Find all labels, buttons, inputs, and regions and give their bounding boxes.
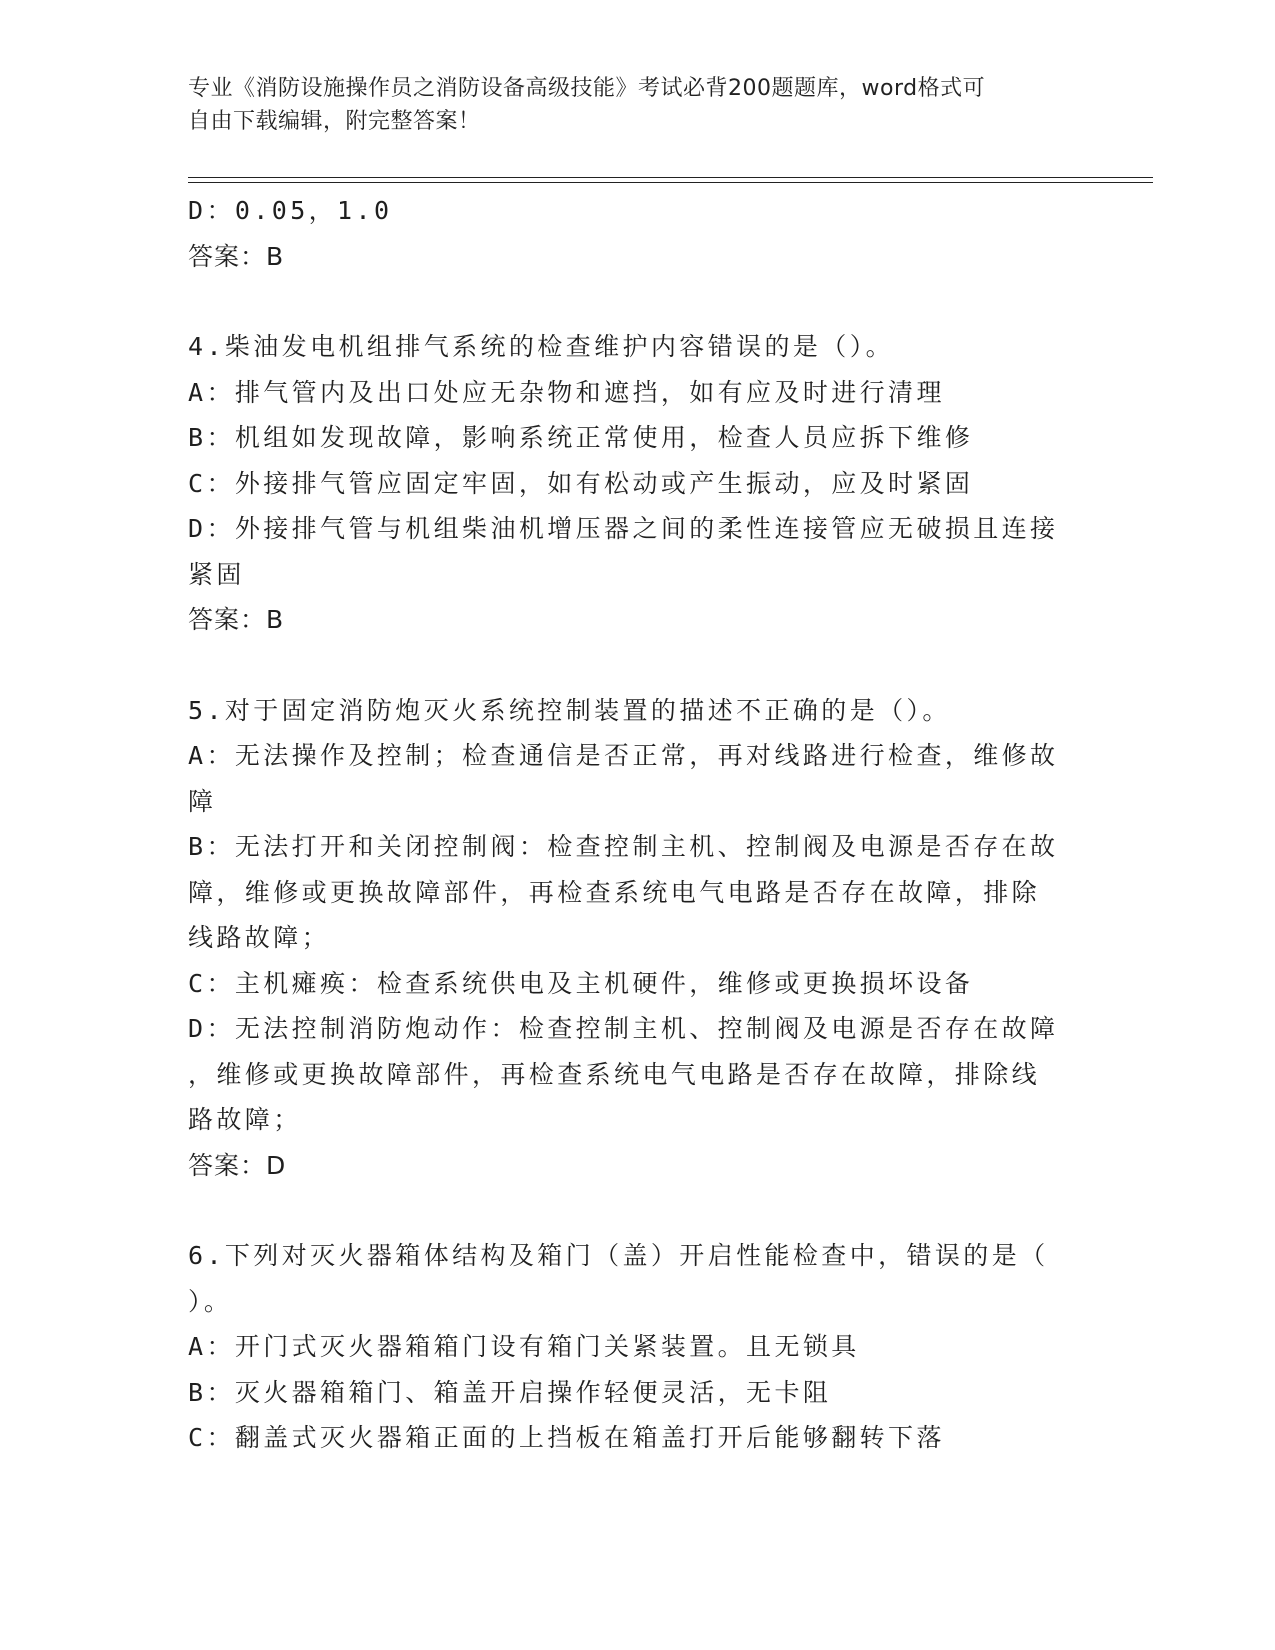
- q5-option-b-line-1: B：无法打开和关闭控制阀：检查控制主机、控制阀及电源是否存在故: [188, 832, 1059, 861]
- q4-option-d-line-1: D：外接排气管与机组柴油机增压器之间的柔性连接管应无破损且连接: [188, 514, 1059, 543]
- q4-option-a: A：排气管内及出口处应无杂物和遮挡，如有应及时进行清理: [188, 377, 945, 407]
- header-divider-top: [188, 177, 1153, 178]
- spacer: [188, 1188, 1088, 1233]
- q3-answer: 答案：B: [188, 241, 285, 271]
- spacer: [188, 643, 1088, 688]
- header-title-line-1: 专业《消防设施操作员之消防设备高级技能》考试必背200题题库，word格式可: [188, 76, 986, 101]
- header-divider-bottom: [188, 182, 1153, 183]
- spacer: [188, 279, 1088, 324]
- q5-option-a-line-2: 障: [188, 786, 217, 816]
- q5-stem: 5.对于固定消防炮灭火系统控制装置的描述不正确的是（）。: [188, 695, 951, 725]
- q5-option-b-line-2: 障，维修或更换故障部件，再检查系统电气电路是否存在故障，排除: [188, 877, 1041, 907]
- q4-option-d-line-2: 紧固: [188, 559, 245, 589]
- question-content: [188, 188, 1088, 1461]
- q5-answer: 答案：D: [188, 1150, 287, 1180]
- q6-stem-line-1: 6.下列对灭火器箱体结构及箱门（盖）开启性能检查中，错误的是（: [188, 1241, 1049, 1270]
- q5-option-b-line-3: 线路故障；: [188, 923, 331, 952]
- q6-stem-line-2: ）。: [188, 1286, 233, 1316]
- q4-answer: 答案：B: [188, 605, 285, 634]
- header-title-line-2: 自由下载编辑，附完整答案！: [188, 109, 481, 134]
- q4-option-c: C：外接排气管应固定牢固，如有松动或产生振动，应及时紧固: [188, 468, 974, 498]
- q6-option-c: C：翻盖式灭火器箱正面的上挡板在箱盖打开后能够翻转下落: [188, 1423, 945, 1452]
- q5-option-d-line-3: 路故障；: [188, 1105, 302, 1134]
- question-6: [188, 1233, 1088, 1461]
- q4-stem: 4.柴油发电机组排气系统的检查维护内容错误的是（）。: [188, 332, 895, 361]
- q5-option-c: C：主机瘫痪：检查系统供电及主机硬件，维修或更换损坏设备: [188, 968, 974, 998]
- q5-option-d-line-1: D：无法控制消防炮动作：检查控制主机、控制阀及电源是否存在故障: [188, 1014, 1059, 1043]
- question-5: [188, 688, 1088, 1189]
- question-3-tail: [188, 188, 1088, 279]
- q6-option-b: B：灭火器箱箱门、箱盖开启操作轻便灵活，无卡阻: [188, 1377, 832, 1407]
- q6-option-a: A：开门式灭火器箱箱门设有箱门关紧装置。且无锁具: [188, 1332, 860, 1361]
- q5-option-a-line-1: A：无法操作及控制；检查通信是否正常，再对线路进行检查，维修故: [188, 741, 1059, 770]
- q4-option-b: B：机组如发现故障，影响系统正常使用，检查人员应拆下维修: [188, 423, 974, 452]
- question-4: [188, 324, 1088, 643]
- q5-option-d-line-2: ，维修或更换故障部件，再检查系统电气电路是否存在故障，排除线: [188, 1059, 1041, 1089]
- page-header: [188, 72, 1068, 138]
- q3-option-d: D：0.05，1.0: [188, 196, 393, 225]
